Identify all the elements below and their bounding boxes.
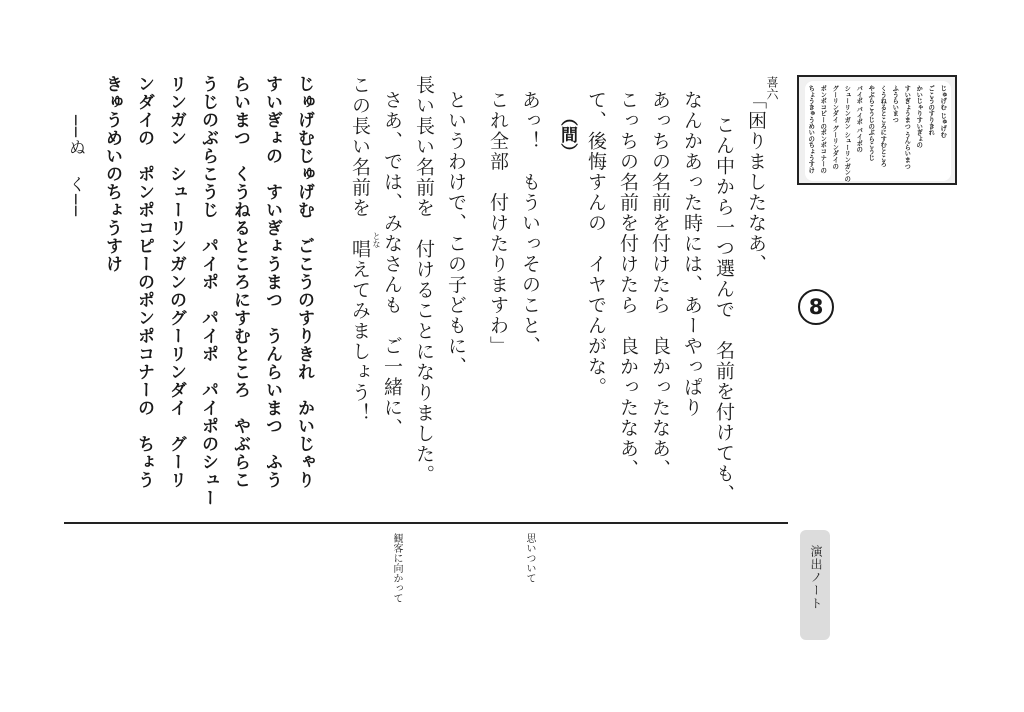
script-line: こっちの名前を付けたら 良かったなあ、 [617,90,639,480]
long-name-line: すいぎょの すいぎょうまつ うんらいまつ ふう [262,75,282,489]
calligraphy-column: ごこうのすりきれ [927,85,935,136]
long-name-line: ンダイの ポンポコピーのポンポコナーの ちょう [134,75,154,489]
long-name-line: きゅうめいのちょうすけ [102,75,122,273]
calligraphy-column: やぶらこうじのぶらこうじ [867,85,875,161]
stage-direction: 思いついて [524,533,535,583]
closing-mark: ──ぬ く── [65,115,85,218]
script-line: この長い名前を 唱えてみましょう！ [349,75,371,424]
calligraphy-column: すいぎょうまつ うんらいまつ [903,85,911,170]
calligraphy-column: くうねるところにすむところ [879,85,887,167]
calligraphy-column: グーリンダイ グーリンダイの [831,85,839,170]
stage-pause: （間） [557,109,577,160]
calligraphy-column: ちょうきゅうめいのちょうすけ [807,85,815,174]
script-line: 「困りましたなあ、 [745,90,767,275]
script-line: て、後悔すんの イヤでんがな。 [585,90,607,398]
calligraphy-column: じゅげむ じゅげむ [939,85,947,138]
long-name-line: らいまつ くうねるところにすむところ やぶらこ [230,75,250,489]
calligraphy-column: ふうらいまつ [891,85,899,123]
long-name-line: じゅげむじゅげむ ごこうのすりきれ かいじゃり [294,75,314,489]
script-line: さあ、では、みなさんも ご一緒に、 [381,90,403,439]
script-line: なんかあった時には、あーやっぱり [681,90,703,418]
script-line: 長い長い名前を 付けることになりました。 [413,75,435,485]
note-tab-label: 演出ノート [809,545,823,610]
script-line: こん中から一つ選んで 名前を付けても、 [713,115,735,505]
script-line: これ全部 付けたりますわ」 [487,90,509,357]
calligraphy-column: シューリンガン シューリンガンの [843,85,851,182]
stage-direction: 観客に向かって [391,533,402,603]
script-line: あっちの名前を付けたら 良かったなあ、 [649,90,671,480]
ruby-annotation: とな [372,232,381,248]
script-line: というわけで、この子どもに、 [445,90,467,377]
script-line: あっ！ もういっそのこと、 [519,90,541,357]
long-name-line: うじのぶらこうじ パイポ パイポ パイポのシュー [198,75,218,507]
page-number: 8 [798,289,834,325]
speaker-label: 喜六 [765,76,779,100]
long-name-line: リンガン シューリンガンのグーリンダイ グーリ [166,75,186,489]
divider-line [64,522,788,524]
calligraphy-column: かいじゃりすいぎょの [915,85,923,148]
illustration-box [797,75,957,185]
illustration-calligraphy [805,81,951,181]
calligraphy-column: パイポ パイポ パイポの [855,85,863,153]
calligraphy-column: ポンポコピーのポンポコナーの [819,85,827,174]
